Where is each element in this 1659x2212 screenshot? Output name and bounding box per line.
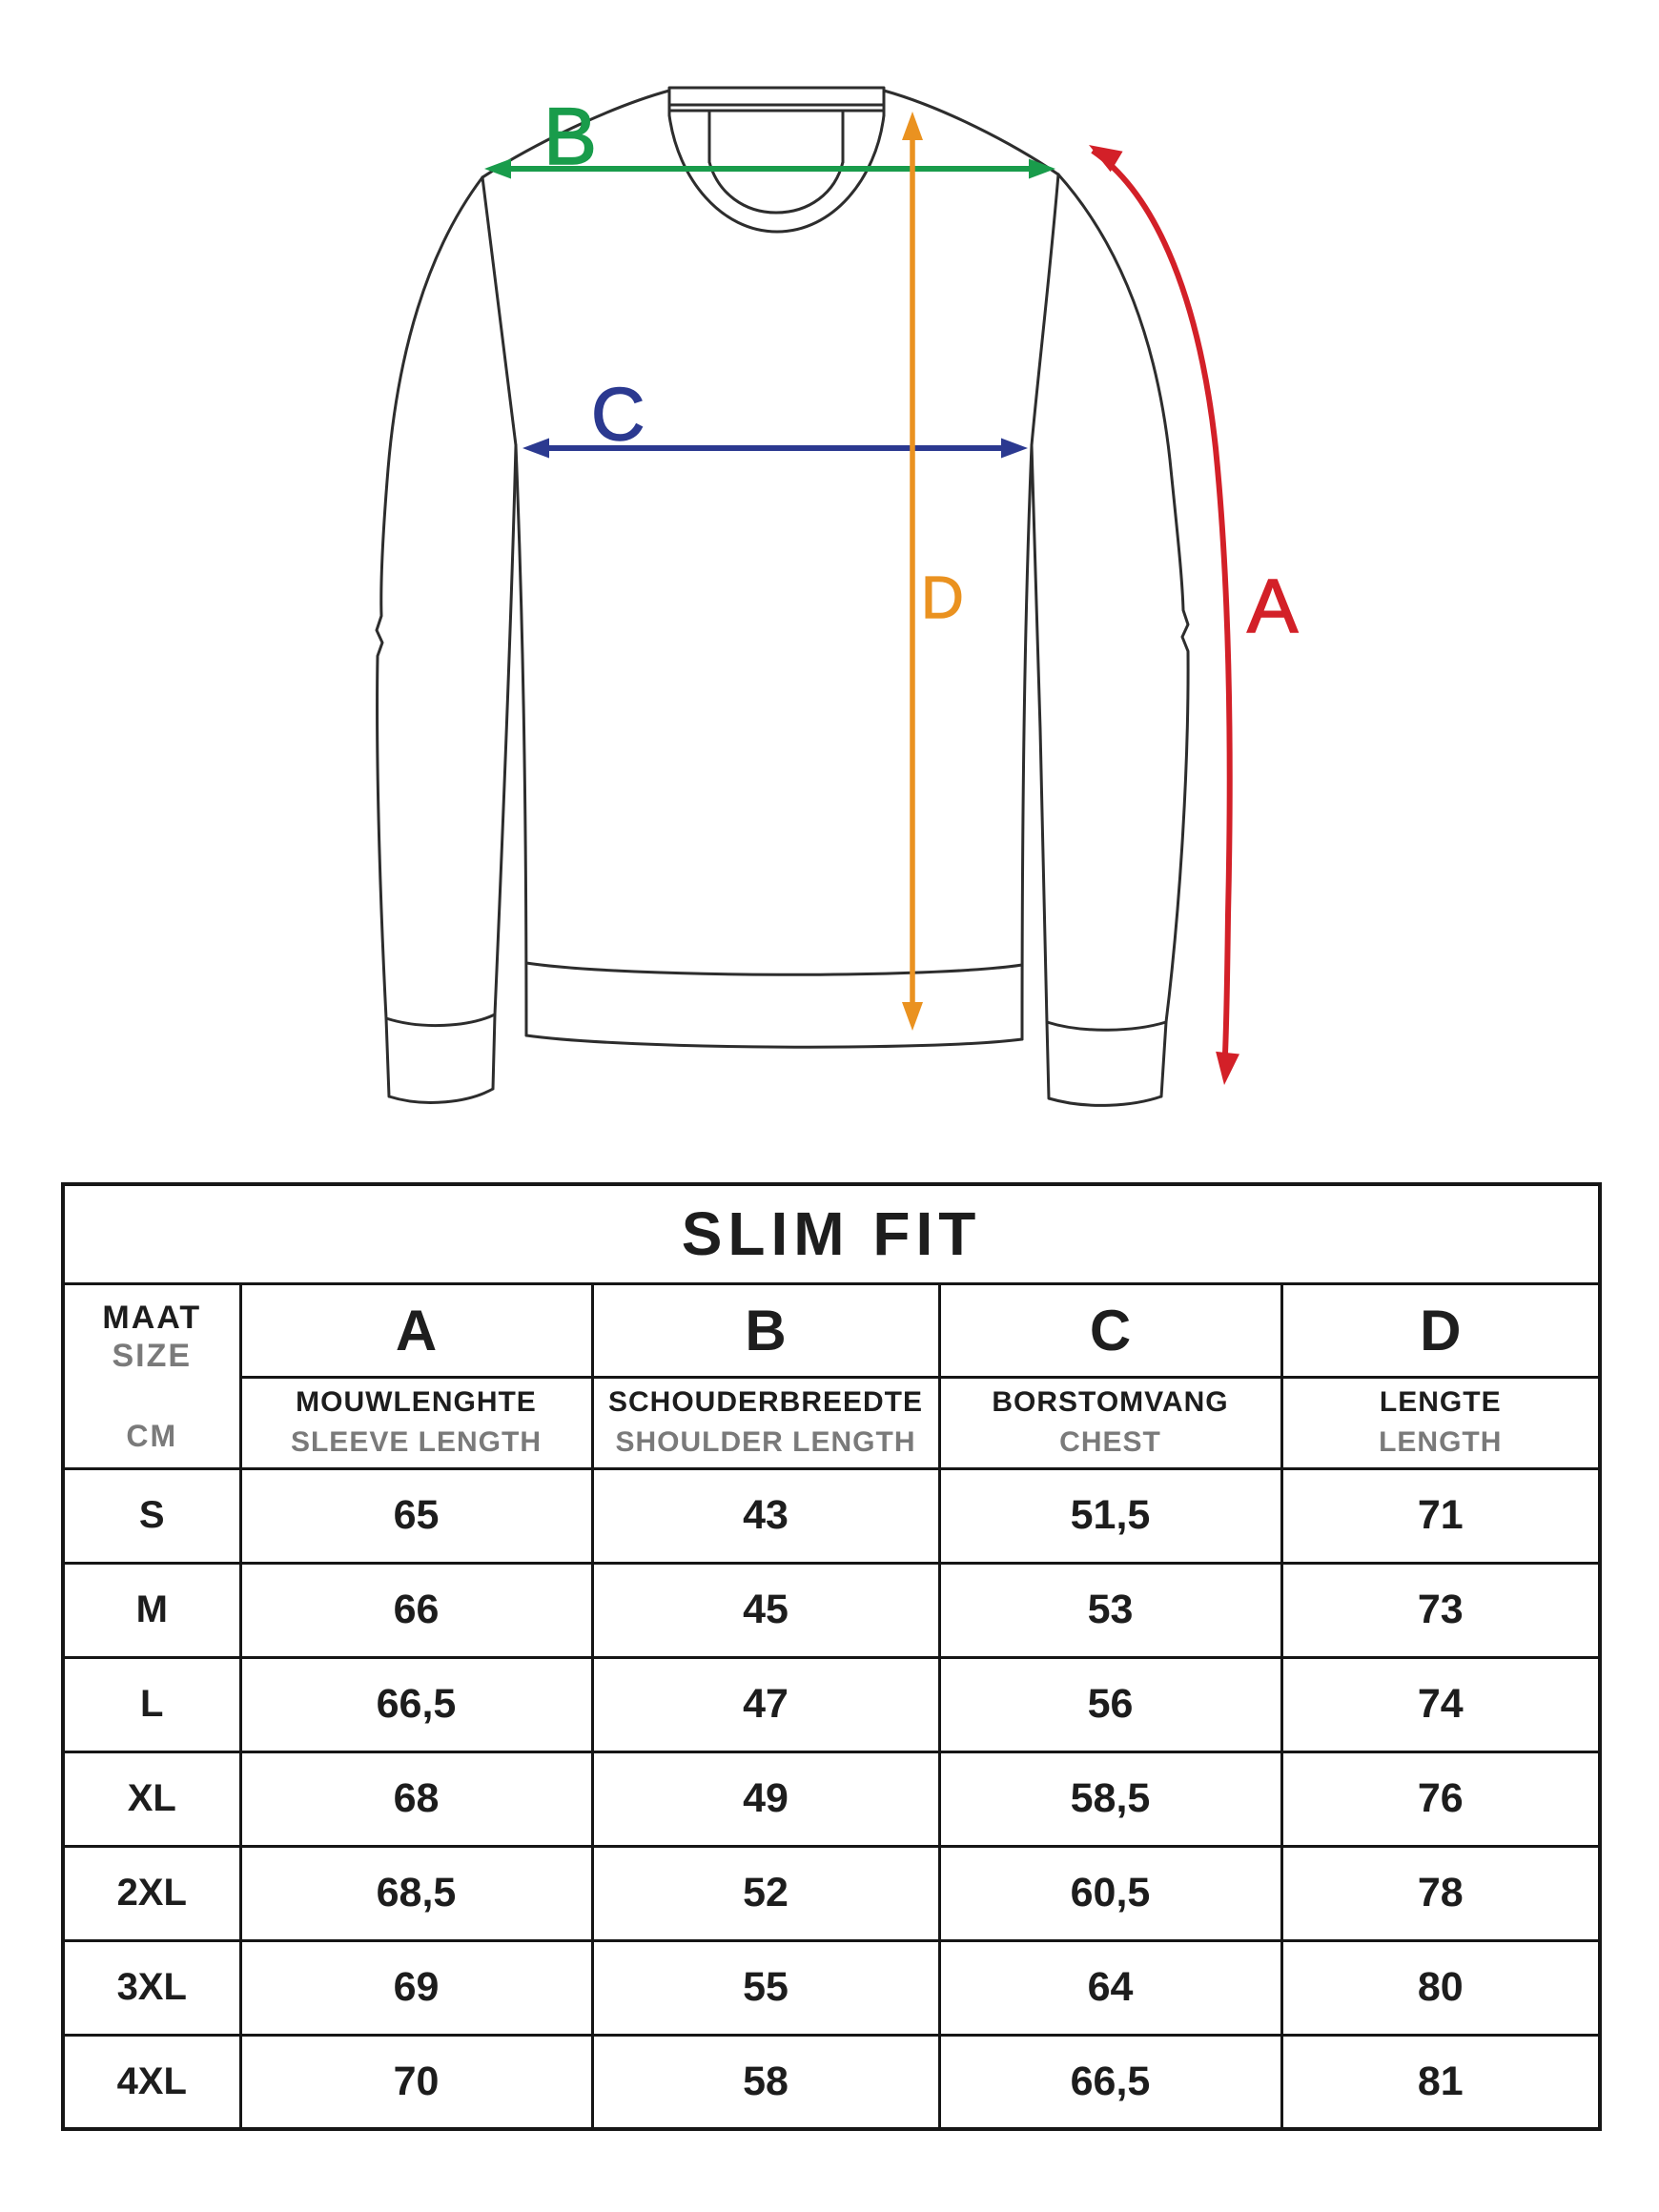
- arrowhead-d-top: [902, 112, 923, 140]
- arrowhead-b-left: [484, 159, 511, 179]
- table-row: [63, 2035, 1600, 2129]
- measure-arrow-d: [902, 112, 964, 1031]
- arrowhead-c-left: [522, 439, 549, 459]
- measure-label-b: B: [543, 92, 598, 181]
- arrowhead-d-bottom: [902, 1002, 923, 1031]
- cell-b: 45: [592, 1563, 939, 1657]
- row-size-label: XL: [63, 1751, 240, 1846]
- cell-a: 69: [240, 1940, 592, 2035]
- col-subheader-c: [939, 1377, 1281, 1468]
- cell-c: 53: [939, 1563, 1281, 1657]
- body-side-left: [516, 445, 526, 1035]
- measure-label-c: C: [591, 372, 645, 456]
- measure-arrow-c: [522, 372, 1028, 459]
- cell-a: 65: [240, 1468, 592, 1563]
- table-row: [63, 1846, 1600, 1940]
- cell-b: 49: [592, 1751, 939, 1846]
- collar-inner-opening: [709, 111, 843, 162]
- row-size-label: 2XL: [63, 1846, 240, 1940]
- cell-d: 74: [1281, 1657, 1600, 1751]
- measure-label-d: D: [921, 565, 964, 631]
- cell-d: 73: [1281, 1563, 1600, 1657]
- body-side-right: [1022, 445, 1032, 1039]
- table-row: [63, 1657, 1600, 1751]
- measure-label-a: A: [1247, 563, 1299, 648]
- col-header-letter-c: C: [939, 1283, 1281, 1377]
- cell-c: 66,5: [939, 2035, 1281, 2129]
- cell-d: 71: [1281, 1468, 1600, 1563]
- cell-b: 55: [592, 1940, 939, 2035]
- col-header-letter-a: A: [240, 1283, 592, 1377]
- row-size-label: 3XL: [63, 1940, 240, 2035]
- size-header-maat: MAAT: [102, 1300, 202, 1336]
- column-letters-row: [63, 1283, 1600, 1377]
- cell-b: 52: [592, 1846, 939, 1940]
- cell-c: 56: [939, 1657, 1281, 1751]
- cell-b: 47: [592, 1657, 939, 1751]
- col-subheader-b-en: SHOULDER LENGTH: [615, 1426, 916, 1458]
- col-header-letter-d: D: [1281, 1283, 1600, 1377]
- col-subheader-d-nl: LENGTE: [1379, 1386, 1502, 1418]
- cell-a: 68: [240, 1751, 592, 1846]
- cell-a: 66: [240, 1563, 592, 1657]
- arrowhead-a-top: [1083, 134, 1123, 172]
- size-header-cm: CM: [126, 1419, 178, 1453]
- col-subheader-a: [240, 1377, 592, 1468]
- size-table: [61, 1182, 1602, 2131]
- col-subheader-d-en: LENGTH: [1379, 1426, 1503, 1458]
- row-size-label: M: [63, 1563, 240, 1657]
- size-header-size: SIZE: [112, 1338, 193, 1374]
- table-row: [63, 1751, 1600, 1846]
- collar-band: [669, 88, 884, 115]
- hem-band: [526, 963, 1022, 1047]
- sleeve-left-inner: [495, 445, 516, 1014]
- measure-arrow-a: [1083, 134, 1299, 1086]
- arrowhead-b-right: [1029, 159, 1055, 179]
- arrowhead-c-right: [1001, 439, 1028, 459]
- cell-d: 80: [1281, 1940, 1600, 2035]
- cell-c: 60,5: [939, 1846, 1281, 1940]
- row-size-label: 4XL: [63, 2035, 240, 2129]
- cell-a: 68,5: [240, 1846, 592, 1940]
- sweater-outline: [377, 88, 1188, 1105]
- row-size-label: S: [63, 1468, 240, 1563]
- cuff-left: [386, 1014, 495, 1102]
- col-subheader-d: [1281, 1377, 1600, 1468]
- col-subheader-c-nl: BORSTOMVANG: [992, 1386, 1229, 1418]
- col-subheader-a-en: SLEEVE LENGTH: [290, 1426, 543, 1458]
- cuff-right: [1047, 1022, 1166, 1105]
- neckline-rib-outer: [669, 115, 884, 232]
- sleeve-right-inner: [1032, 445, 1047, 1022]
- armhole-left: [482, 177, 516, 445]
- table-row: [63, 1940, 1600, 2035]
- table-row: [63, 1468, 1600, 1563]
- col-subheader-b: [592, 1377, 939, 1468]
- col-subheader-a-nl: MOUWLENGHTE: [296, 1386, 537, 1418]
- row-size-label: L: [63, 1657, 240, 1751]
- cell-d: 81: [1281, 2035, 1600, 2129]
- cell-b: 43: [592, 1468, 939, 1563]
- table-row: [63, 1563, 1600, 1657]
- col-subheader-b-nl: SCHOUDERBREEDTE: [607, 1386, 924, 1418]
- arrowhead-a-bottom: [1213, 1052, 1239, 1086]
- column-names-row: [63, 1377, 1600, 1468]
- table-title-row: [63, 1184, 1600, 1283]
- table-title: SLIM FIT: [63, 1184, 1600, 1283]
- cell-c: 58,5: [939, 1751, 1281, 1846]
- cell-d: 76: [1281, 1751, 1600, 1846]
- armhole-right: [1032, 174, 1058, 445]
- cell-b: 58: [592, 2035, 939, 2129]
- col-header-letter-b: B: [592, 1283, 939, 1377]
- col-subheader-c-en: CHEST: [1059, 1426, 1161, 1458]
- cell-a: 66,5: [240, 1657, 592, 1751]
- size-header-cell: [63, 1283, 240, 1468]
- cell-d: 78: [1281, 1846, 1600, 1940]
- sleeve-right-outer: [1058, 174, 1188, 1022]
- cell-c: 64: [939, 1940, 1281, 2035]
- sleeve-left-outer: [377, 177, 482, 1018]
- cell-c: 51,5: [939, 1468, 1281, 1563]
- cell-a: 70: [240, 2035, 592, 2129]
